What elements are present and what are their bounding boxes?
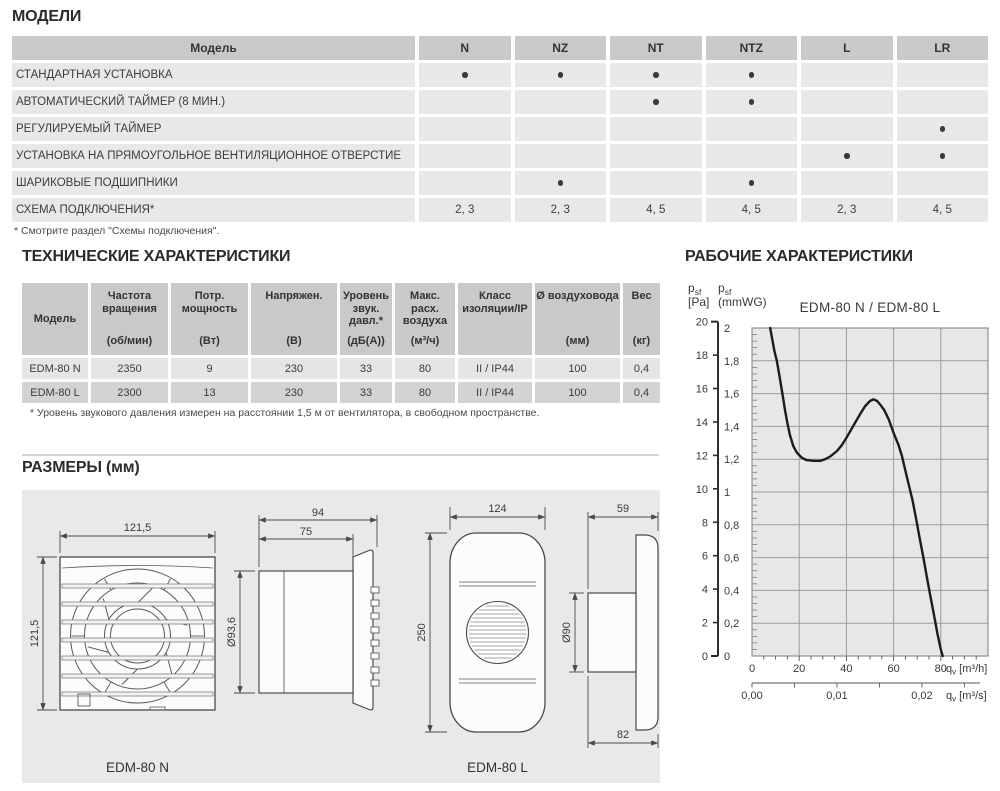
tech-footnote: * Уровень звукового давления измерен на расстоянии 1,5 м от вентилятора, в свободном пространстве. (30, 407, 540, 419)
dot-marker (558, 72, 564, 78)
x-axis-unit-label: $q_v$ [m³/h] (946, 663, 988, 677)
tech-header-name: Уровень звук. давл.* (342, 290, 389, 328)
tech-value-cell: 9 (171, 358, 248, 379)
mmwg-tick-label: 1,6 (724, 388, 740, 401)
graphic-element (62, 584, 213, 588)
model-name-cell: EDM-80 N (22, 358, 88, 379)
tech-value-cell: 0,4 (623, 382, 660, 403)
tech-value-cell: II / IP44 (458, 382, 532, 403)
feature-value-cell: 2, 3 (419, 198, 511, 222)
feature-dot-cell (610, 90, 702, 114)
dot-marker (749, 72, 755, 78)
feature-value-cell: 4, 5 (610, 198, 702, 222)
edm80n-front-view (60, 557, 215, 710)
models-section-title: МОДЕЛИ (12, 8, 82, 25)
feature-value-cell (419, 117, 511, 141)
graphic-element (60, 557, 215, 710)
tech-value-cell: 2300 (91, 382, 168, 403)
graphic-element (62, 602, 213, 606)
graphic-element: [m³/h] (956, 663, 988, 675)
models-table-row (12, 144, 988, 168)
graphic-element: sf (694, 287, 702, 297)
dim-label-n-height: 121,5 (29, 619, 41, 648)
model-column-header: NZ (515, 36, 607, 60)
tech-value-cell: 80 (395, 358, 455, 379)
tech-value-cell: 0,4 (623, 358, 660, 379)
tech-header-unit: (В) (286, 335, 302, 348)
tech-value-cell: 230 (251, 382, 337, 403)
feature-dot-cell (610, 63, 702, 87)
chart-title: EDM-80 N / EDM-80 L (799, 300, 941, 315)
pa-tick-label: 4 (701, 584, 708, 597)
tech-header-name: Макс. расх. воздуха (402, 290, 448, 328)
graphic-element (62, 656, 213, 660)
graphic-element: [m³/s] (956, 690, 987, 702)
tech-header-name: Напряжен. (265, 290, 323, 302)
dimension-drawings (22, 490, 660, 783)
feature-value-cell (897, 90, 989, 114)
dot-marker (653, 72, 659, 78)
graphic-element (371, 613, 379, 619)
tech-header-unit: (дБ(А)) (347, 335, 385, 348)
models-header-row (12, 36, 988, 60)
pa-tick-label: 8 (701, 517, 708, 530)
tech-table (22, 283, 660, 406)
pa-tick-label: 18 (695, 350, 708, 363)
graphic-element (62, 620, 213, 624)
tech-value-cell: 80 (395, 382, 455, 403)
secondary-tick-label: 0,01 (826, 690, 848, 702)
dim-label-l-width: 124 (488, 503, 507, 515)
feature-value-cell (801, 90, 893, 114)
feature-value-cell (610, 144, 702, 168)
models-table-row (12, 90, 988, 114)
feature-dot-cell (706, 90, 798, 114)
dot-marker (749, 180, 755, 186)
graphic-element (371, 600, 379, 606)
y-axis-pa-label-unit: [Pa] (688, 295, 710, 309)
graphic-element (636, 535, 658, 730)
dim-label-n-depth-duct: 75 (299, 526, 313, 538)
feature-label: ШАРИКОВЫЕ ПОДШИПНИКИ (12, 171, 415, 195)
tech-column-header (535, 283, 620, 355)
feature-value-cell: 2, 3 (801, 198, 893, 222)
pa-tick-label: 0 (701, 651, 708, 663)
mmwg-tick-label: 1 (724, 487, 731, 499)
feature-label: АВТОМАТИЧЕСКИЙ ТАЙМЕР (8 МИН.) (12, 90, 415, 114)
tech-value-cell: 100 (535, 358, 620, 379)
graphic-element (371, 653, 379, 659)
feature-value-cell (897, 171, 989, 195)
secondary-axis-unit-label: $q_v$ [m³/s] (946, 690, 987, 704)
graphic-element (353, 550, 373, 710)
tech-value-cell: 33 (340, 382, 392, 403)
feature-dot-cell (801, 144, 893, 168)
pa-tick-label: 6 (701, 550, 708, 563)
y-axis-pa-label: $p_{sf}$ (688, 281, 702, 297)
dim-label-l-grille-diameter: Ø90 (561, 622, 573, 643)
dim-label-n-width: 121,5 (123, 522, 152, 534)
tech-column-header (22, 283, 88, 355)
secondary-tick-label: 0,02 (911, 690, 933, 702)
graphic-element (62, 674, 213, 678)
dot-marker (940, 126, 946, 132)
feature-value-cell (897, 63, 989, 87)
performance-section-title: РАБОЧИЕ ХАРАКТЕРИСТИКИ (685, 248, 913, 265)
models-header-label: Модель (12, 36, 415, 60)
dot-marker (844, 153, 850, 159)
tech-header-name: Ø воздуховода (536, 290, 619, 302)
mmwg-tick-label: 0,2 (724, 618, 740, 631)
feature-label: СТАНДАРТНАЯ УСТАНОВКА (12, 63, 415, 87)
tech-header-row (22, 283, 660, 355)
feature-value-cell (515, 117, 607, 141)
model-column-header: L (801, 36, 893, 60)
dot-marker (749, 99, 755, 105)
graphic-element: v (952, 667, 957, 677)
dim-label-n-depth-total: 94 (311, 507, 325, 519)
tech-value-cell: 2350 (91, 358, 168, 379)
tech-header-name: Потр. мощность (181, 290, 238, 315)
feature-label: УСТАНОВКА НА ПРЯМОУГОЛЬНОЕ ВЕНТИЛЯЦИОННОЕ ОТВЕРСТИЕ (12, 144, 415, 168)
x-tick-label: 0 (748, 663, 756, 675)
edm80n-label: EDM-80 N (105, 760, 170, 775)
mmwg-tick-label: 0 (724, 651, 731, 663)
mmwg-tick-label: 2 (724, 323, 731, 335)
feature-value-cell (419, 171, 511, 195)
dot-marker (558, 180, 564, 186)
dim-label-l-total-depth: 82 (616, 729, 630, 741)
dimensions-section-title: РАЗМЕРЫ (мм) (22, 459, 140, 476)
feature-value-cell (419, 144, 511, 168)
tech-header-unit: (м³/ч) (410, 335, 440, 348)
models-table-row (12, 117, 988, 141)
models-footnote: * Смотрите раздел "Схемы подключения". (14, 225, 220, 237)
feature-value-cell (515, 90, 607, 114)
mmwg-tick-label: 1,4 (724, 421, 740, 434)
performance-chart (680, 272, 1000, 712)
feature-value-cell (610, 171, 702, 195)
tech-header-unit: (мм) (565, 335, 590, 348)
edm80l-label: EDM-80 L (467, 760, 528, 775)
graphic-element (588, 593, 636, 672)
feature-value-cell (706, 117, 798, 141)
mmwg-tick-label: 0,4 (724, 585, 740, 598)
models-table-row (12, 63, 988, 87)
dim-label-n-duct-diameter: Ø93,6 (226, 617, 238, 647)
tech-column-header (171, 283, 248, 355)
tech-column-header (340, 283, 392, 355)
tech-column-header (251, 283, 337, 355)
tech-table-row (22, 382, 660, 403)
pa-tick-label: 14 (695, 416, 708, 429)
model-column-header: NTZ (706, 36, 798, 60)
edm80n-side-view (259, 550, 379, 710)
y-axis-mmwg-label: $p_{sf}$ (718, 281, 732, 297)
model-name-cell: EDM-80 L (22, 382, 88, 403)
feature-dot-cell (515, 63, 607, 87)
mmwg-tick-label: 1,2 (724, 454, 740, 467)
pa-tick-label: 2 (701, 617, 708, 630)
graphic-element (371, 640, 379, 646)
tech-value-cell: 13 (171, 382, 248, 403)
graphic-element: sf (724, 287, 732, 297)
tech-header-name: Модель (33, 312, 77, 325)
feature-dot-cell (706, 171, 798, 195)
tech-header-name: Класс изоляции/IP (462, 290, 528, 315)
tech-table-row (22, 358, 660, 379)
feature-value-cell (515, 144, 607, 168)
feature-label: РЕГУЛИРУЕМЫЙ ТАЙМЕР (12, 117, 415, 141)
feature-dot-cell (706, 63, 798, 87)
feature-value-cell: 4, 5 (897, 198, 989, 222)
feature-value-cell (419, 90, 511, 114)
dot-marker (940, 153, 946, 159)
feature-value-cell (610, 117, 702, 141)
feature-value-cell: 2, 3 (515, 198, 607, 222)
models-table-row (12, 198, 988, 222)
tech-header-unit: (Вт) (199, 335, 220, 348)
tech-header-name: Вес (631, 290, 652, 302)
graphic-element (259, 571, 353, 693)
graphic-element: v (952, 694, 957, 704)
tech-value-cell: II / IP44 (458, 358, 532, 379)
models-table-row (12, 171, 988, 195)
x-tick-label: 20 (793, 663, 806, 675)
dim-label-l-height: 250 (416, 623, 428, 642)
tech-header-unit: (кг) (632, 335, 651, 348)
feature-value-cell (706, 144, 798, 168)
edm80l-front-view (450, 533, 545, 732)
tech-column-header (91, 283, 168, 355)
x-tick-label: 40 (840, 663, 853, 675)
feature-dot-cell (897, 144, 989, 168)
graphic-element (371, 587, 379, 593)
tech-value-cell: 100 (535, 382, 620, 403)
graphic-element (371, 680, 379, 686)
tech-column-header (458, 283, 532, 355)
dot-marker (653, 99, 659, 105)
tech-column-header (395, 283, 455, 355)
feature-value-cell (801, 171, 893, 195)
mmwg-tick-label: 0,8 (724, 519, 740, 532)
tech-column-header (623, 283, 660, 355)
graphic-element (371, 627, 379, 633)
feature-dot-cell (419, 63, 511, 87)
feature-value-cell: 4, 5 (706, 198, 798, 222)
feature-value-cell (801, 63, 893, 87)
tech-header-unit: (об/мин) (106, 335, 153, 348)
pa-tick-label: 10 (695, 483, 708, 496)
feature-label: СХЕМА ПОДКЛЮЧЕНИЯ* (12, 198, 415, 222)
section-divider (22, 454, 659, 456)
feature-value-cell (801, 117, 893, 141)
feature-dot-cell (897, 117, 989, 141)
y-axis-mmwg-label-unit: (mmWG) (718, 295, 767, 309)
graphic-element (371, 667, 379, 673)
x-tick-label: 60 (887, 663, 900, 675)
secondary-tick-label: 0,00 (741, 690, 763, 702)
model-column-header: N (419, 36, 511, 60)
tech-section-title: ТЕХНИЧЕСКИЕ ХАРАКТЕРИСТИКИ (22, 248, 291, 265)
feature-dot-cell (515, 171, 607, 195)
pa-tick-label: 20 (695, 316, 708, 329)
model-column-header: LR (897, 36, 989, 60)
tech-value-cell: 33 (340, 358, 392, 379)
models-table (12, 36, 988, 225)
model-column-header: NT (610, 36, 702, 60)
x-tick-label: 80 (934, 663, 947, 675)
tech-header-name: Частота вращения (102, 290, 157, 315)
pa-tick-label: 12 (695, 450, 708, 463)
graphic-element (62, 638, 213, 642)
tech-value-cell: 230 (251, 358, 337, 379)
pa-tick-label: 16 (695, 383, 708, 396)
dot-marker (462, 72, 468, 78)
dim-label-l-panel-depth: 59 (616, 503, 630, 515)
mmwg-tick-label: 0,6 (724, 552, 740, 565)
mmwg-tick-label: 1,8 (724, 355, 740, 368)
